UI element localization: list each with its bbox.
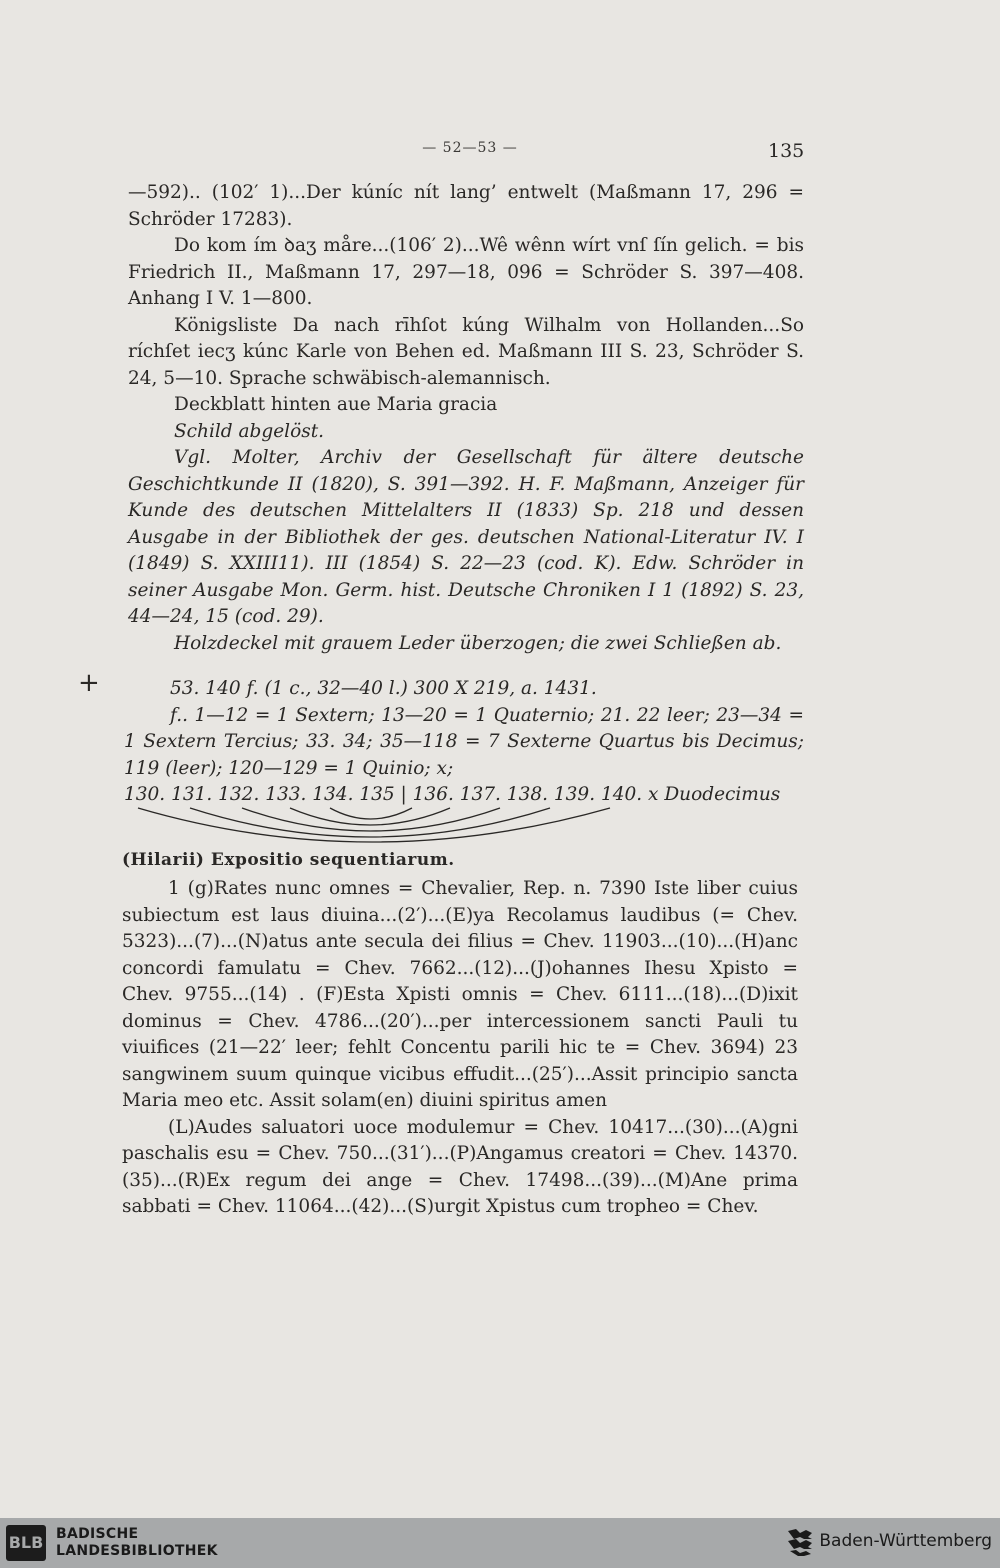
collation-line: 130. 131. 132. 133. 134. 135 | 136. 137. 138. 139. 140. x Duodecimus bbox=[124, 784, 781, 805]
margin-plus-mark: + bbox=[78, 668, 100, 698]
contents-paragraph: 1 (g)Rates nunc omnes = Chevalier, Rep. n. 7390 Iste liber cuius subiectum est laus diuina...(2′)...(E)ya Recolamus laudibus (= Chev. 5323)...(7)...(N)atus ante secula dei filius = Chev. 11903...(10)...(H)anc concordi famulatu = Chev. 7662...(12)...(J)ohannes Ihesu Xpisto = Chev. 9755...(14) . (F)Esta Xpisti omnis = Chev. 6111...(18)...(D)ixit dominus = Chev. 4786...(20′)...per intercessionem sancti Pauli tu viuifices (21—22′ leer; fehlt Concentu parili hic te = Chev. 3694) 23 sangwinem suum quinque vicibus effudit...(25′)...Assit principio sancta Maria meo etc. Assit solam(en) diuini spiritus amen bbox=[122, 878, 798, 1111]
entry-52-line: —592).. (102′ 1)...Der kúníc nít lang’ entwelt (Maßmann 17, 296 = Schröder 17283). bbox=[128, 182, 804, 230]
entry-52-bibliography: Vgl. Molter, Archiv der Gesellschaft für ältere deutsche Geschichtkunde II (1820), S. 391—392. H. F. Maßmann, Anzeiger für Kunde des deutschen Mittelalters II (1833) Sp. 218 und dessen Ausgabe in der Bibliothek der ges. deutschen National-Literatur IV. I (1849) S. XXIII11). III (1854) S. 22—23 (cod. K). Edw. Schröder in seiner Ausgabe Mon. Germ. hist. Deutsche Chroniken I 1 (1892) S. 23, 44—24, 15 (cod. 29). bbox=[128, 447, 804, 627]
library-name-line: BADISCHE bbox=[56, 1526, 139, 1542]
quire-arcs-diagram bbox=[130, 806, 630, 850]
footer-bar bbox=[0, 1518, 1000, 1568]
entry-53-heading: 53. 140 f. (1 c., 32—40 l.) 300 X 219, a. 1431. bbox=[170, 678, 597, 699]
page-number: 135 bbox=[768, 140, 805, 162]
blb-logo[interactable]: BLB bbox=[6, 1525, 46, 1561]
collation-line: f.. 1—12 = 1 Sextern; 13—20 = 1 Quaternio; 21. 22 leer; 23—34 = 1 Sextern Tercius; 33. 34; 35—118 = 7 Sexterne Quartus bis Decimus; 119 (leer); 120—129 = 1 Quinio; x; bbox=[124, 704, 804, 779]
entry-52-line: Do kom ím ꝺaʒ måre...(106′ 2)...Wê wênn wírt vnſ ſín gelich. = bis Friedrich II., Maßmann 17, 297—18, 096 = Schröder S. 397—408. Anhang I V. 1—800. bbox=[128, 235, 804, 309]
section-title: (Hilarii) Expositio sequentiarum. bbox=[122, 850, 455, 870]
entry-52-line: Schild abgelöst. bbox=[174, 420, 325, 442]
entry-52-text bbox=[128, 180, 804, 657]
entry-52-line: Deckblatt hinten aue Maria gracia bbox=[174, 394, 498, 415]
entry-53-contents bbox=[122, 876, 798, 1221]
library-name-line: LANDESBIBLIOTHEK bbox=[56, 1543, 218, 1559]
entry-53-collation bbox=[124, 676, 804, 809]
entry-52-line: Königsliste Da nach rīhſot kúng Wilhalm von Hollanden...So ríchſet iecʒ kúnc Karle von Behen ed. Maßmann III S. 23, Schröder S. 24, 5—10. Sprache schwäbisch-alemannisch. bbox=[128, 314, 804, 389]
lions-emblem-icon bbox=[784, 1525, 818, 1559]
state-name: Baden-Württemberg bbox=[819, 1531, 992, 1551]
running-head: — 52—53 — bbox=[422, 140, 518, 156]
contents-paragraph: (L)Audes saluatori uoce modulemur = Chev. 10417...(30)...(A)gni paschalis esu = Chev. 750...(31′)...(P)Angamus creatori = Chev. 14370. (35)...(R)Ex regum dei ange = Chev. 17498...(39)...(M)Ane prima sabbati = Chev. 11064...(42)...(S)urgit Xpistus cum tropheo = Chev. bbox=[122, 1116, 798, 1217]
library-name bbox=[56, 1526, 218, 1560]
entry-52-binding: Holzdeckel mit grauem Leder überzogen; die zwei Schließen ab. bbox=[174, 632, 782, 654]
